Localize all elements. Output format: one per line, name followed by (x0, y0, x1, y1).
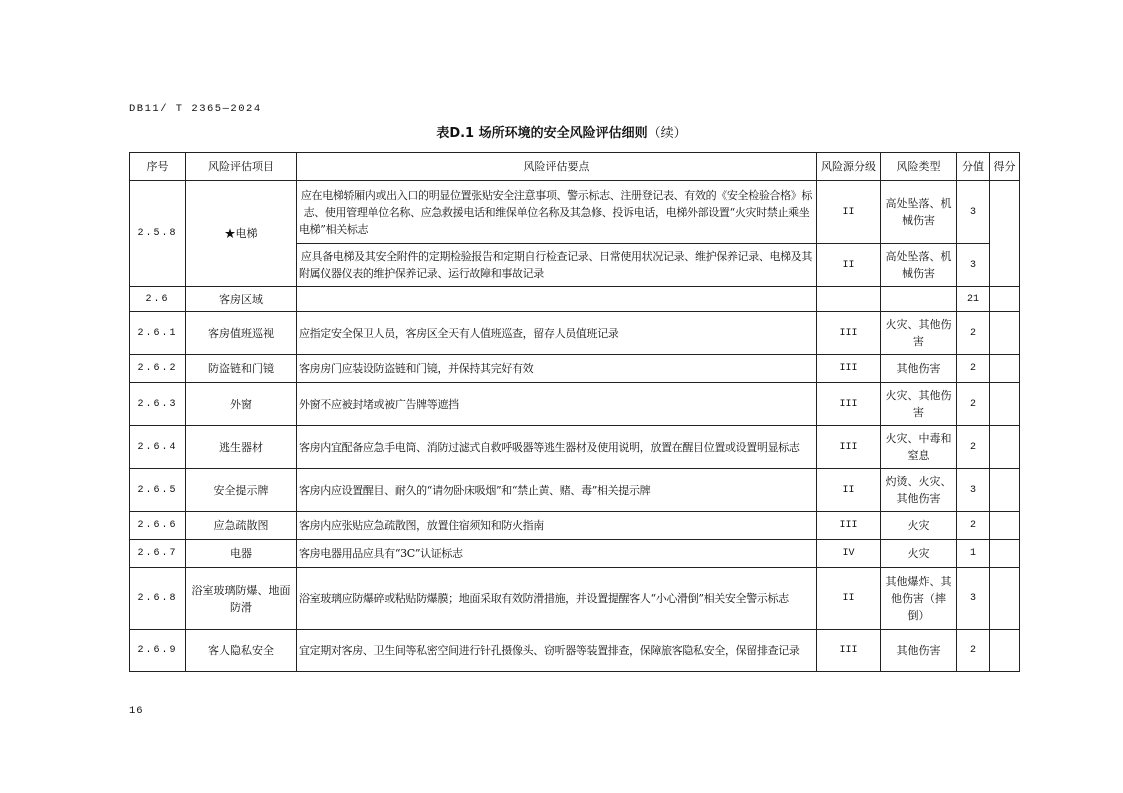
score-cell: 3 (957, 244, 990, 287)
seq-cell: 2.5.8 (130, 181, 186, 287)
got-cell (990, 512, 1020, 540)
item-cell: ★电梯 (186, 181, 297, 287)
level-cell: IV (817, 540, 881, 568)
got-cell (990, 469, 1020, 512)
table-row (130, 383, 1020, 426)
seq-cell: 2.6.9 (130, 630, 186, 672)
got-cell (990, 181, 1020, 287)
col-header-type: 风险类型 (881, 153, 957, 181)
type-cell (881, 287, 957, 312)
level-cell: II (817, 469, 881, 512)
seq-cell: 2.6.8 (130, 568, 186, 630)
type-cell: 其他伤害 (881, 630, 957, 672)
score-cell: 1 (957, 540, 990, 568)
page-number: 16 (129, 705, 144, 717)
req-cell: 外窗不应被封堵或被广告牌等遮挡 (297, 383, 817, 426)
header-row (130, 153, 1020, 181)
type-cell: 火灾、其他伤害 (881, 312, 957, 355)
type-cell: 火灾 (881, 540, 957, 568)
table-row (130, 312, 1020, 355)
score-cell: 2 (957, 630, 990, 672)
table-row (130, 355, 1020, 383)
score-cell: 2 (957, 512, 990, 540)
req-cell: 客房电器用品应具有“3C”认证标志 (297, 540, 817, 568)
req-cell: 客房内宜配备应急手电筒、消防过滤式自救呼吸器等逃生器材及使用说明，放置在醒目位置或设置明显标志 (297, 426, 817, 469)
item-cell: 安全提示牌 (186, 469, 297, 512)
req-cell: 客房内应张贴应急疏散图，放置住宿须知和防火指南 (297, 512, 817, 540)
score-cell: 21 (957, 287, 990, 312)
item-cell: 浴室玻璃防爆、地面防滑 (186, 568, 297, 630)
risk-assessment-table (129, 152, 1020, 672)
table-row (130, 469, 1020, 512)
type-cell: 其他伤害 (881, 355, 957, 383)
seq-cell: 2.6.4 (130, 426, 186, 469)
item-cell: 客房值班巡视 (186, 312, 297, 355)
level-cell: III (817, 512, 881, 540)
type-cell: 火灾 (881, 512, 957, 540)
col-header-got: 得分 (990, 153, 1020, 181)
score-cell: 3 (957, 181, 990, 244)
table-row (130, 181, 1020, 244)
level-cell: III (817, 383, 881, 426)
level-cell (817, 287, 881, 312)
score-cell: 3 (957, 469, 990, 512)
seq-cell: 2.6.5 (130, 469, 186, 512)
col-header-req: 风险评估要点 (297, 153, 817, 181)
req-cell: 客房内应设置醒目、耐久的“请勿卧床吸烟”和“禁止黄、赌、毒”相关提示牌 (297, 469, 817, 512)
type-cell: 灼烫、火灾、其他伤害 (881, 469, 957, 512)
req-cell: 应具备电梯及其安全附件的定期检验报告和定期自行检查记录、日常使用状况记录、维护保养记录、电梯及其附属仪器仪表的维护保养记录、运行故障和事故记录 (297, 244, 817, 287)
level-cell: III (817, 630, 881, 672)
req-cell: 宜定期对客房、卫生间等私密空间进行针孔摄像头、窃听器等装置排查，保障旅客隐私安全，保留排查记录 (297, 630, 817, 672)
level-cell: III (817, 355, 881, 383)
document-code: DB11/ T 2365—2024 (129, 103, 262, 115)
req-cell: 应指定安全保卫人员，客房区全天有人值班巡查，留存人员值班记录 (297, 312, 817, 355)
seq-cell: 2.6.3 (130, 383, 186, 426)
item-cell: 应急疏散图 (186, 512, 297, 540)
table-row (130, 630, 1020, 672)
level-cell: II (817, 568, 881, 630)
type-cell: 其他爆炸、其他伤害（摔倒） (881, 568, 957, 630)
seq-cell: 2.6 (130, 287, 186, 312)
seq-cell: 2.6.2 (130, 355, 186, 383)
table-row (130, 568, 1020, 630)
item-cell: 客房区域 (186, 287, 297, 312)
table-title-continued: （续） (647, 126, 687, 141)
type-cell: 火灾、其他伤害 (881, 383, 957, 426)
req-cell (297, 287, 817, 312)
table-title-main: 表D.1 场所环境的安全风险评估细则 (436, 126, 648, 141)
got-cell (990, 540, 1020, 568)
score-cell: 2 (957, 426, 990, 469)
score-cell: 3 (957, 568, 990, 630)
table-row (130, 512, 1020, 540)
col-header-score: 分值 (957, 153, 990, 181)
level-cell: III (817, 312, 881, 355)
table-title (0, 122, 1123, 141)
seq-cell: 2.6.7 (130, 540, 186, 568)
item-cell: 外窗 (186, 383, 297, 426)
item-cell: 防盗链和门镜 (186, 355, 297, 383)
item-cell: 客人隐私安全 (186, 630, 297, 672)
req-cell: 浴室玻璃应防爆碎或粘贴防爆膜；地面采取有效防滑措施，并设置提醒客人“小心滑倒”相关安全警示标志 (297, 568, 817, 630)
col-header-seq: 序号 (130, 153, 186, 181)
item-cell: 电器 (186, 540, 297, 568)
req-cell: 应在电梯轿厢内或出入口的明显位置张贴安全注意事项、警示标志、注册登记表、有效的《安全检验合格》标志、使用管理单位名称、应急救援电话和维保单位名称及其急修、投诉电话，电梯外部设置“火灾时禁止乘坐电梯”相关标志 (297, 181, 817, 244)
got-cell (990, 287, 1020, 312)
score-cell: 2 (957, 383, 990, 426)
level-cell: II (817, 244, 881, 287)
got-cell (990, 355, 1020, 383)
got-cell (990, 312, 1020, 355)
col-header-item: 风险评估项目 (186, 153, 297, 181)
col-header-level: 风险源分级 (817, 153, 881, 181)
level-cell: II (817, 181, 881, 244)
seq-cell: 2.6.6 (130, 512, 186, 540)
item-cell: 逃生器材 (186, 426, 297, 469)
type-cell: 高处坠落、机械伤害 (881, 181, 957, 244)
got-cell (990, 383, 1020, 426)
req-cell: 客房房门应装设防盗链和门镜，并保持其完好有效 (297, 355, 817, 383)
score-cell: 2 (957, 312, 990, 355)
table-row (130, 426, 1020, 469)
type-cell: 火灾、中毒和窒息 (881, 426, 957, 469)
table-row (130, 540, 1020, 568)
score-cell: 2 (957, 355, 990, 383)
type-cell: 高处坠落、机械伤害 (881, 244, 957, 287)
table-row (130, 287, 1020, 312)
got-cell (990, 426, 1020, 469)
seq-cell: 2.6.1 (130, 312, 186, 355)
got-cell (990, 630, 1020, 672)
got-cell (990, 568, 1020, 630)
level-cell: III (817, 426, 881, 469)
